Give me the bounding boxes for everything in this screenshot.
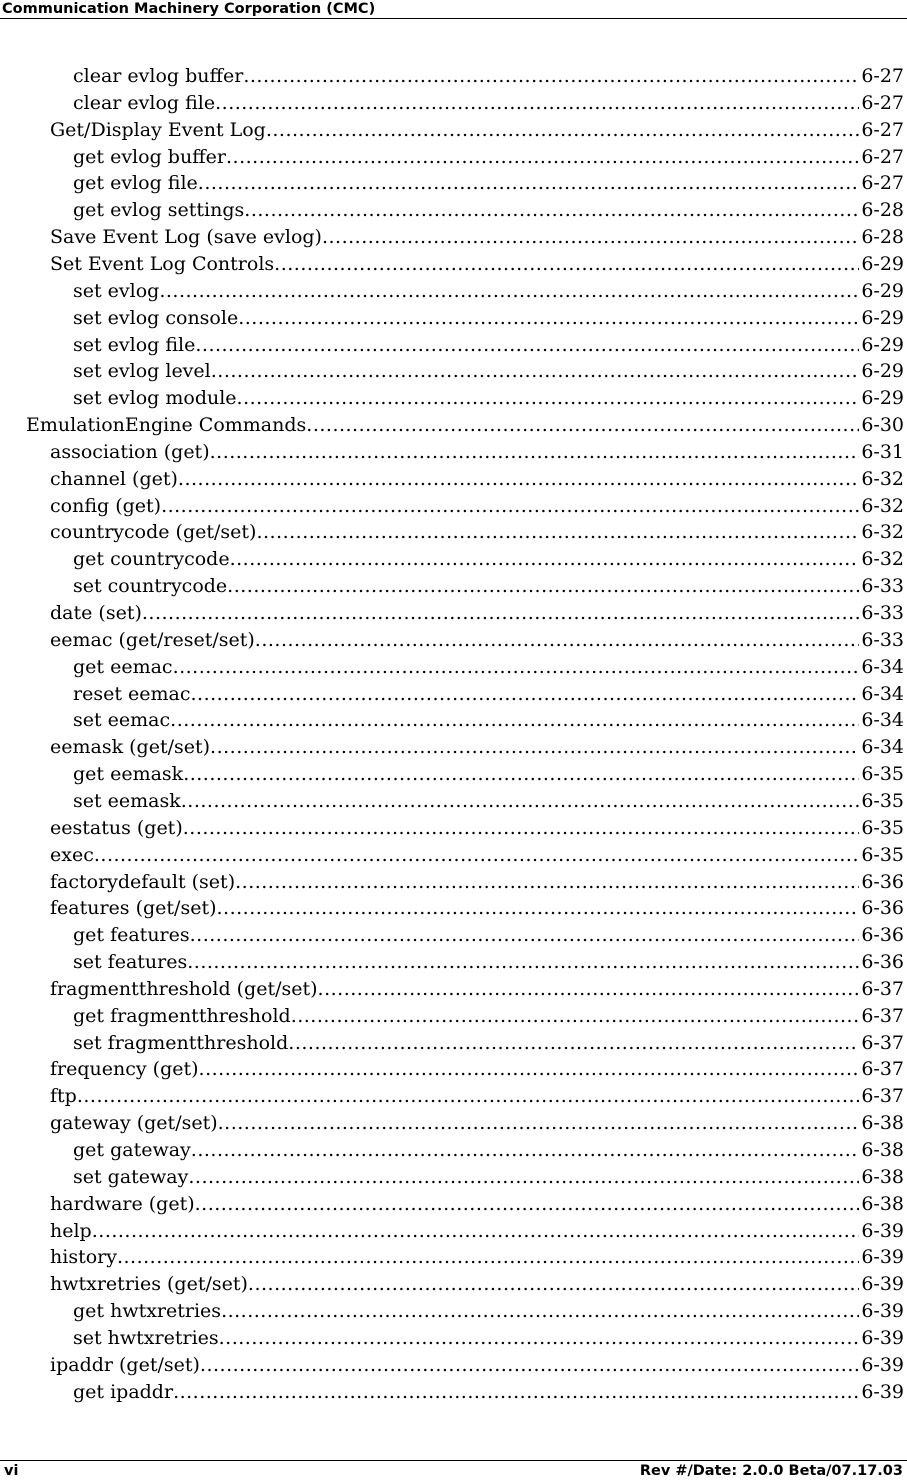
toc-entry-page: 6-27	[861, 118, 904, 141]
toc-entry-page: 6-29	[861, 387, 904, 410]
toc-entry[interactable]	[0, 1326, 904, 1353]
toc-entry[interactable]	[0, 520, 904, 547]
toc-entry[interactable]	[0, 1084, 904, 1111]
toc-entry-page: 6-39	[861, 1273, 904, 1296]
revision-date: Rev #/Date: 2.0.0 Beta/07.17.03	[639, 1463, 903, 1479]
dot-leader	[183, 762, 859, 786]
page-number: vi	[4, 1463, 19, 1479]
toc-entry-page: 6-27	[861, 91, 904, 114]
toc-entry-label: association (get)	[50, 440, 210, 463]
dot-leader	[238, 306, 859, 330]
toc-entry-page: 6-37	[861, 977, 904, 1000]
dot-leader	[219, 1326, 860, 1350]
toc-entry-label: eemask (get/set)	[50, 736, 211, 759]
toc-entry-page: 6-36	[861, 951, 904, 974]
toc-entry-page: 6-34	[861, 682, 904, 705]
toc-entry-label: history	[50, 1246, 117, 1269]
toc-entry-page: 6-36	[861, 870, 904, 893]
dot-leader	[274, 252, 859, 276]
toc-entry-label: get evlog file	[73, 172, 198, 195]
dot-leader	[237, 386, 860, 410]
toc-entry-page: 6-34	[861, 655, 904, 678]
dot-leader	[92, 1219, 860, 1243]
toc-entry[interactable]	[0, 870, 904, 897]
toc-entry-label: get evlog settings	[73, 199, 245, 222]
dot-leader	[243, 64, 859, 88]
toc-entry[interactable]	[0, 655, 904, 682]
dot-leader	[200, 1353, 859, 1377]
toc-entry-page: 6-35	[861, 843, 904, 866]
dot-leader	[159, 279, 859, 303]
toc-entry-label: set fragmentthreshold	[73, 1031, 289, 1054]
toc-entry-page: 6-35	[861, 763, 904, 786]
dot-leader	[218, 1111, 860, 1135]
toc-entry-label: set evlog level	[73, 360, 211, 383]
toc-entry-page: 6-39	[861, 1246, 904, 1269]
toc-entry[interactable]	[0, 279, 904, 306]
toc-entry[interactable]	[0, 440, 904, 467]
dot-leader	[230, 547, 860, 571]
dot-leader	[142, 601, 859, 625]
toc-entry[interactable]	[0, 1165, 904, 1192]
toc-entry[interactable]	[0, 896, 904, 923]
toc-entry-label: clear evlog buffer	[73, 65, 244, 87]
toc-entry-label: Get/Display Event Log	[50, 118, 266, 141]
toc-entry-page: 6-28	[861, 226, 904, 249]
toc-entry[interactable]	[0, 171, 904, 198]
toc-entry-label: get ipaddr	[73, 1380, 174, 1403]
dot-leader	[195, 1192, 860, 1216]
dot-leader	[183, 816, 860, 840]
toc-entry-page: 6-35	[861, 789, 904, 812]
toc-entry[interactable]	[0, 467, 904, 494]
toc-entry-label: get eemac	[73, 655, 173, 678]
dot-leader	[306, 413, 859, 437]
toc-entry-page: 6-32	[861, 467, 904, 490]
toc-entry[interactable]	[0, 977, 904, 1004]
toc-entry[interactable]	[0, 923, 904, 950]
toc-entry-label: get hwtxretries	[73, 1300, 222, 1323]
toc-entry-label: fragmentthreshold (get/set)	[50, 977, 318, 1000]
toc-entry-page: 6-37	[861, 1031, 904, 1054]
toc-entry[interactable]	[0, 494, 904, 521]
dot-leader	[256, 520, 859, 544]
dot-leader	[211, 359, 860, 383]
toc-entry-label: ipaddr (get/set)	[50, 1353, 200, 1376]
header-divider	[0, 18, 907, 19]
toc-entry[interactable]	[0, 225, 904, 252]
toc-entry[interactable]	[0, 198, 904, 225]
toc-entry-page: 6-37	[861, 1004, 904, 1027]
dot-leader	[226, 145, 859, 169]
toc-entry-page: 6-32	[861, 494, 904, 517]
toc-entry-label: set gateway	[73, 1165, 189, 1188]
page-footer	[0, 1463, 907, 1481]
dot-leader	[227, 574, 859, 598]
toc-entry[interactable]	[0, 1057, 904, 1084]
toc-entry-page: 6-39	[861, 1219, 904, 1242]
dot-leader	[248, 1272, 859, 1296]
toc-entry-label: set evlog console	[73, 306, 239, 329]
toc-entry-page: 6-36	[861, 897, 904, 920]
toc-entry-page: 6-28	[861, 199, 904, 222]
dot-leader	[210, 440, 860, 464]
toc-entry-page: 6-39	[861, 1326, 904, 1349]
toc-entry-label: countrycode (get/set)	[50, 521, 257, 544]
toc-entry-page: 6-27	[861, 145, 904, 168]
dot-leader	[187, 950, 859, 974]
toc-entry-label: channel (get)	[50, 467, 178, 490]
toc-entry-label: get countrycode	[73, 548, 230, 571]
toc-entry-label: set countrycode	[73, 575, 228, 598]
toc-entry-label: clear evlog file	[73, 91, 216, 114]
toc-entry-label: get evlog buffer	[73, 145, 227, 168]
toc-entry-label: set hwtxretries	[73, 1326, 219, 1349]
toc-entry-label: set eemask	[73, 789, 181, 812]
toc-entry-page: 6-39	[861, 1300, 904, 1323]
toc-entry-page: 6-34	[861, 736, 904, 759]
dot-leader	[255, 628, 860, 652]
dot-leader	[170, 708, 859, 732]
toc-entry[interactable]	[0, 1031, 904, 1058]
dot-leader	[94, 843, 859, 867]
dot-leader	[235, 870, 859, 894]
toc-entry-page: 6-29	[861, 306, 904, 329]
toc-entry-label: EmulationEngine Commands	[26, 414, 307, 437]
toc-entry[interactable]	[0, 1353, 904, 1380]
dot-leader	[291, 1004, 860, 1028]
dot-leader	[190, 923, 860, 947]
toc-entry-label: Set Event Log Controls	[50, 252, 275, 275]
toc-entry-label: Save Event Log (save evlog)	[50, 226, 322, 249]
toc-entry-label: features (get/set)	[50, 897, 217, 920]
dot-leader	[173, 1380, 859, 1404]
toc-entry[interactable]	[0, 789, 904, 816]
dot-leader	[217, 896, 860, 920]
toc-entry[interactable]	[0, 1272, 904, 1299]
toc-entry-page: 6-27	[861, 65, 904, 87]
toc-entry-page: 6-34	[861, 709, 904, 732]
toc-entry-label: hwtxretries (get/set)	[50, 1273, 248, 1296]
toc-entry-label: exec	[50, 843, 94, 866]
toc-entry[interactable]	[0, 91, 904, 118]
toc-entry[interactable]	[0, 118, 904, 145]
toc-entry[interactable]	[0, 601, 904, 628]
toc-entry-page: 6-33	[861, 628, 904, 651]
toc-entry[interactable]	[0, 762, 904, 789]
toc-entry[interactable]	[0, 1004, 904, 1031]
toc-entry-page: 6-35	[861, 816, 904, 839]
toc-entry[interactable]	[0, 950, 904, 977]
toc-entry-page: 6-39	[861, 1353, 904, 1376]
toc-entry-page: 6-38	[861, 1165, 904, 1188]
toc-entry[interactable]	[0, 1299, 904, 1326]
dot-leader	[161, 494, 859, 518]
toc-entry-page: 6-38	[861, 1112, 904, 1135]
toc-entry-label: date (set)	[50, 602, 142, 624]
toc-entry-page: 6-37	[861, 1085, 904, 1108]
toc-entry-page: 6-38	[861, 1192, 904, 1215]
dot-leader	[191, 1138, 860, 1162]
toc-entry-label: factorydefault (set)	[50, 870, 236, 893]
toc-entry-label: help	[50, 1219, 92, 1242]
dot-leader	[117, 1245, 859, 1269]
toc-entry[interactable]	[0, 1245, 904, 1272]
dot-leader	[244, 198, 859, 222]
toc-entry-label: get gateway	[73, 1139, 191, 1161]
dot-leader	[181, 789, 860, 813]
toc-entry-page: 6-29	[861, 360, 904, 383]
toc-entry[interactable]	[0, 574, 904, 601]
toc-entry-label: set features	[73, 951, 188, 974]
toc-entry[interactable]	[0, 1138, 904, 1165]
dot-leader	[199, 1057, 860, 1081]
dot-leader	[318, 977, 860, 1001]
toc-entry-label: eemac (get/reset/set)	[50, 628, 255, 651]
dot-leader	[188, 1165, 859, 1189]
toc-entry-label: set eemac	[73, 709, 171, 732]
dot-leader	[77, 1084, 859, 1108]
dot-leader	[215, 91, 859, 115]
toc-entry-page: 6-27	[861, 172, 904, 195]
toc-entry[interactable]	[0, 682, 904, 709]
toc-entry-label: gateway (get/set)	[50, 1112, 218, 1135]
toc-entry-label: get eemask	[73, 763, 184, 786]
toc-entry[interactable]	[0, 816, 904, 843]
dot-leader	[173, 655, 860, 679]
toc-entry[interactable]	[0, 628, 904, 655]
toc-entry[interactable]	[0, 1192, 904, 1219]
toc-entry-label: set evlog	[73, 279, 160, 302]
toc-entry-page: 6-39	[861, 1380, 904, 1403]
toc-entry-label: eestatus (get)	[50, 816, 183, 839]
dot-leader	[322, 225, 859, 249]
toc-entry-page: 6-33	[861, 575, 904, 598]
toc-entry-label: ftp	[50, 1085, 77, 1108]
toc-entry-page: 6-29	[861, 279, 904, 302]
toc-entry-page: 6-32	[861, 548, 904, 571]
dot-leader	[178, 467, 859, 491]
toc-entry-label: config (get)	[50, 494, 162, 517]
toc-entry[interactable]	[0, 359, 904, 386]
toc-entry-label: get features	[73, 924, 190, 947]
dot-leader	[288, 1031, 859, 1055]
toc-entry-page: 6-30	[861, 414, 904, 437]
toc-entry-label: set evlog module	[73, 387, 237, 410]
toc-entry-label: hardware (get)	[50, 1192, 195, 1215]
toc-entry-page: 6-38	[861, 1139, 904, 1161]
toc-entry[interactable]	[0, 1219, 904, 1246]
toc-entry-label: frequency (get)	[50, 1058, 199, 1081]
dot-leader	[221, 1299, 859, 1323]
dot-leader	[190, 682, 859, 706]
toc-entry[interactable]	[0, 64, 904, 91]
toc-entry[interactable]	[0, 333, 904, 360]
toc-entry[interactable]	[0, 843, 904, 870]
toc-entry-page: 6-31	[861, 440, 904, 463]
toc-entry[interactable]	[0, 306, 904, 333]
toc-entry[interactable]	[0, 708, 904, 735]
footer-divider	[0, 1460, 907, 1461]
toc-entry-label: reset eemac	[73, 682, 191, 705]
toc-entry[interactable]	[0, 547, 904, 574]
toc-entry-page: 6-33	[861, 602, 904, 624]
toc-entry[interactable]	[0, 252, 904, 279]
dot-leader	[198, 171, 860, 195]
page-header: Communication Machinery Corporation (CMC)	[2, 1, 376, 17]
toc-entry[interactable]	[0, 1111, 904, 1138]
dot-leader	[266, 118, 859, 142]
toc-entry[interactable]	[0, 386, 904, 413]
toc-entry-page: 6-37	[861, 1058, 904, 1081]
dot-leader	[195, 333, 859, 357]
dot-leader	[210, 735, 859, 759]
toc-entry-label: get fragmentthreshold	[73, 1004, 291, 1027]
toc-entry-label: set evlog file	[73, 333, 196, 356]
toc-entry-page: 6-29	[861, 333, 904, 356]
toc-entry-page: 6-36	[861, 924, 904, 947]
toc-entry[interactable]	[0, 413, 904, 440]
toc-entry-page: 6-29	[861, 252, 904, 275]
toc-entry[interactable]	[0, 735, 904, 762]
toc-entry[interactable]	[0, 145, 904, 172]
toc-entry-page: 6-32	[861, 521, 904, 544]
toc-entry[interactable]	[0, 1380, 904, 1407]
